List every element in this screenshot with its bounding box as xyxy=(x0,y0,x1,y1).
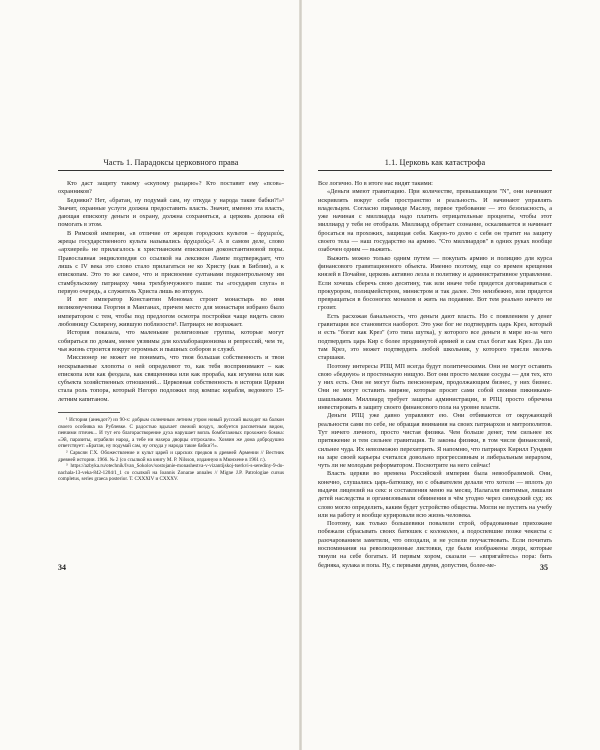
right-page-number: 35 xyxy=(540,563,548,572)
left-paragraph: В Римской империи, «в отличие от жрецов городских культов – άρχιερεύς, жрецы государственного культа назывались άρχιερεύς»². А в самом деле, слово «архиерей» не прилагалось к христианским епископам доконстантиновой поры. Православная энциклопедия со ссылкой на лексикон Лампе подтверждает, что лишь с IV века это слово стало прилагаться не ко Христу (как в Библии), а к епископам. Это то же самое, что и присвоение султанами подконтрольному им стамбульскому патриарху чина трехбунчужного паши: ты «государев слуга» в первую очередь, а служитель Христа лишь во вторую. xyxy=(58,229,284,295)
right-paragraph: «Деньги имеют гравитацию. При количестве, превышающем "N", они начинают искривлять вокруг себя пространство и реальность. И начинают управлять владельцем. Согласно пирамиде Маслоу, первое требование — это безопасность, а уже начиная с миллиарда надо платить отрицательные проценты, чтобы этот миллиард у тебя не отобрали. Миллиард обретает сознание, оскаливается и начинает бросаться на прохожих, защищая себя. Какую-то долю с себя он тратит на защиту своего тела — наш государство на армию. "Сто миллиардов" в одних руках вообще озабочен одним — выжить. xyxy=(318,188,552,254)
left-paragraph: И вот император Константин Мономах строит монастырь во имя великомученика Георгия в Манганах, причем место для монастыря избрано было императором с тем, чтобы под предлогом осмотра постройки чаще видеть свою любовницу Склирену, жившую поблизости³. Патриарх не возражает. xyxy=(58,296,284,329)
footnote-separator xyxy=(58,412,120,413)
right-paragraph: Поэтому, как только большевики повалили строй, обрадованные прихожане побежали сбрасывать своих батюшек с колоколен, а подоспевшие позже чекисты с разочарованием заметили, что опоздали, и не успели поучаствовать. Если почитать воспоминания на революционные листовки, где были изображены люди, которые тянули на себе богатых. И первым хором, сказали — «впрягайтесь» пора: бить бедняка, кулака и попа. Ну, с первыми двумя, допустим, более-ме- xyxy=(318,520,552,569)
right-paragraph: Есть расхожая банальность, что деньги дают власть. Но с появлением у денег гравитации все становится наоборот. Это уже бог не подтвердить царь Крез, который и есть "богат как Крез" (это типа шутка), у которого все деньги в мире из-за чего подтвердить царь Кир с более продвинутой армией и сам стал богат как Крез. Да шо там Крез, это может подтвердить любой школьник, у которого трясли мелочь старшаки. xyxy=(318,312,552,362)
left-footnotes xyxy=(58,417,284,483)
right-paragraph: Выжить можно только одним путем — покупать армию и полицию для курса финансового гравитационного объекта. Именно поэтому, еще со времен крещения князей в Почайне, церковь активно лезла в политику и административное управление. Если хочешь сберечь свою десятину, так или иначе тебе придется договариваться с прокурором, полицмейстером, министром и так далее. Это неизбежно, или придется превращаться в босоногих монахов и жить на подаяние. Вот тем реально ничего не грозит. xyxy=(318,254,552,312)
right-paragraph: Все логично. Но в итоге нас видят такими: xyxy=(318,180,433,187)
footnote: ³ https://azbyka.ru/otechnik/Ivan_Sokolov/sostojanie-monashestva-v-vizantijskoj-tserkvi-s-serediny-9-do-nachala-13-veka-842-1204/1_1 со ссылкой на Ioannis Zonarae annales // Migne J.P. Patrologiae cursus completus, series graeca posterior. T. CXXXIV и CXXXV. xyxy=(58,463,284,483)
left-page xyxy=(58,158,284,483)
book-gutter xyxy=(299,0,302,750)
left-paragraph: Бедняки? Нет, «братан, ну подумай сам, ну откуда у народа такие бабки?!»¹ Значит, охранные услуги должна предоставить власть. Значит, именно эта власть, дающая епископу деньги и охрану, должна сохраняться, а церковь должна ей помогать в этом. xyxy=(58,196,284,229)
left-paragraph: Кто даст защиту такому «скупому рыцарю»? Кто поставит ему «псов»-охранников? xyxy=(58,180,284,196)
left-running-head: Часть 1. Парадоксы церковного права xyxy=(58,158,284,171)
footnote: ² Сарксян Г.Х. Обожествление и культ царей и царских предков в древней Армении // Вестник древней истории. 1966. № 2 (со ссылкой на книгу M. P. Nilsson, изданную в Мюнхене в 1961 г.). xyxy=(58,449,284,463)
left-paragraph: История показала, что маленькие религиозные группы, которые могут собираться по домам, менее уязвимы для коллаборационизма и репрессий, чем те, чья жизнь строится вокруг огромных и пышных соборов и служб. xyxy=(58,329,284,353)
right-page xyxy=(318,158,552,570)
left-page-number: 34 xyxy=(58,563,66,572)
left-paragraph: Миссионер не может не понимать, что твоя большая собственность и твои нескрываемые хлопоты о ней определяют то, как тебя воспринимают – как епископа или как феодала, как священника или как прораба, как игумена или как субъекта хозяйственных отношений... Церковная собственность в истории Церкви стала роль топора, который Негоро подложил под компас корабля, ведомого 15-летним капитаном. xyxy=(58,354,284,403)
right-paragraph: Поэтому интересы РПЦ МП всегда будут политическими. Они не могут оставить свою «бедную» и простенькую нищую. Вот они просто мелкие сосуды — для тех, кто у них есть. Они не могут быть пенсионерам, продолжающим бизнес, у них бизнес. Они не могут оставить миряне, которые просят сами собой своими пикниками-шашлыками. Миллиард требует защиты администрации, и РПЦ просто обречена инвестировать в защиту своего финансового пола на уровне власти. xyxy=(318,362,552,412)
right-paragraph: Деньги РПЦ уже давно управляют ею. Они отбиваются от окружающей реальности сами по себе, не обращая внимания на своих патриархов и митрополитов. Тут ничего личного, просто чистая физика. Чем больше денег, тем сильнее их притяжение и тем сильнее гравитация. Те законы физики, в том числе финансовой, сильнее чуда. Их невозможно перехитрить. Я напомню, что патриарх Кирилл Гундяев на заре своей карьеры считался довольно прогрессивным и либеральным иерархом, чуть ли не молодым реформатором. Посмотрите на него сейчас! xyxy=(318,412,552,470)
left-page-body xyxy=(58,180,284,404)
right-running-head: 1.1. Церковь как катастрофа xyxy=(318,158,552,171)
footnote: ¹ История (анекдот?) из 90-х: добрым солнечным летним утром новый русский выходит на балкон своего особняка на Рублевке. С радостью вдыхает свежий воздух, любуется рассветным видом, певчими птичек... И тут его благорастворение духа нарушает вопль бомботажных прохожего бомжа: «Эй, паразиты, ограбили народ, а тебе ни нахера дворцы отгрохали». Хозяин же дома добродушно ответствует: «Братан, ну подумай сам, ну откуда у народа такие бабки?!». xyxy=(58,417,284,450)
right-page-body xyxy=(318,180,552,570)
right-paragraph: Власть церкви во времена Российской империи была невообразимой. Они, конечно, слушались царь-батюшку, но с обывателем делали что хотели — вплоть до выдачи лицензий на секс и составления меню на месяц. Налагали епитимьи, лишали детей наследства и организовывали обвинения в чём угодно через синодский суд: их слово могло определить, каким будет устройство общества. Могли не пустить на учебу или на работу и вообще курировали всю жизнь человека. xyxy=(318,470,552,519)
